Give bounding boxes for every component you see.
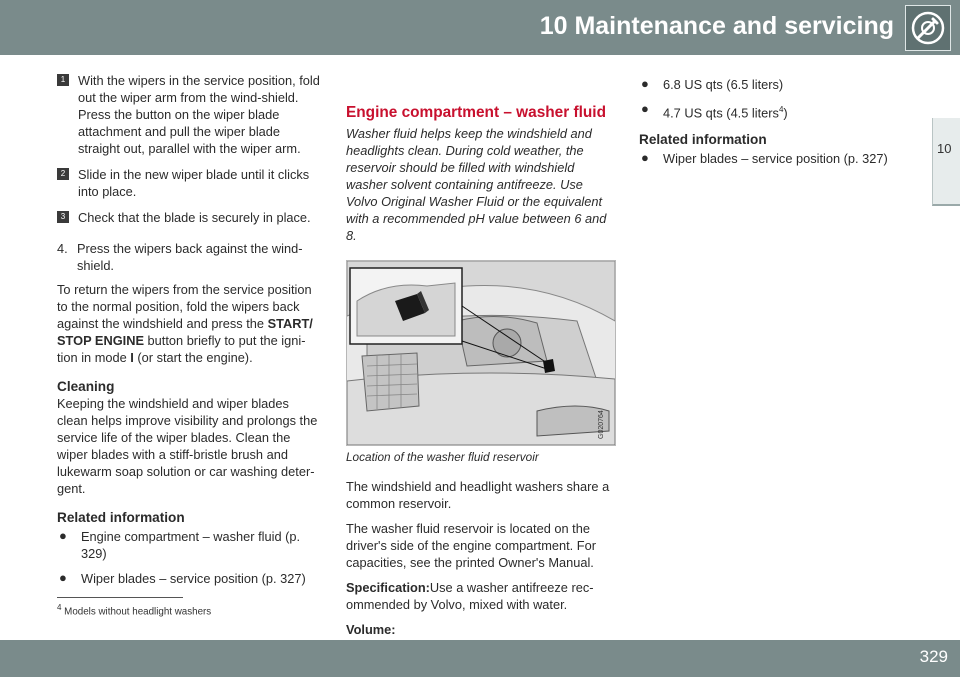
page-title: 10 Maintenance and servicing (539, 12, 894, 40)
bullet-icon: ● (641, 76, 649, 91)
step-text: Slide in the new wiper blade until it clicks into place. (78, 167, 310, 199)
column-right (639, 72, 899, 175)
page-number: 329 (919, 647, 948, 666)
related-link[interactable] (57, 528, 323, 562)
bullet-icon: ● (59, 528, 67, 543)
related-list (639, 150, 899, 167)
related-heading: Related information (57, 510, 185, 525)
related-list (57, 528, 323, 587)
footnote (57, 603, 211, 617)
specification-text: Use a washer antifreeze rec-ommended by Volvo, mixed with water. (346, 580, 594, 612)
step-2 (57, 166, 323, 200)
step-marker: 3 (57, 211, 69, 223)
footnote-divider (57, 597, 183, 598)
chapter-number: 10 (937, 141, 952, 156)
step-1 (57, 72, 323, 157)
step-text: With the wipers in the service position, fold out the wiper arm from the wind-shield. Press the button on the wiper blade attachment and pull the wiper blade straight out, parallel with the wiper arm. (78, 73, 320, 156)
cleaning-text: Keeping the windshield and wiper blades clean helps improve visibility and prolongs the service life of the wiper blades. Clean the wiper blades with a stiff-bristle brush and lukewarm soap solution or car washing deter-gent. (57, 396, 318, 496)
step-number: 4. (57, 241, 68, 256)
volume-text-close: ) (783, 105, 788, 121)
volume-label: Volume: (346, 622, 396, 637)
link-text: Engine compartment – washer fluid (p. 329) (81, 529, 301, 561)
header-bar (0, 0, 960, 55)
specification-label: Specification: (346, 580, 430, 595)
figure-caption: Location of the washer fluid reservoir (346, 450, 539, 464)
column-middle (346, 104, 616, 646)
related-link[interactable] (639, 150, 899, 167)
step-3 (57, 209, 323, 226)
link-text: Wiper blades – service position (p. 327) (663, 151, 888, 167)
section-title: Engine compartment – washer fluid (346, 104, 606, 121)
footnote-ref[interactable]: 4 (778, 105, 784, 114)
step-marker: 1 (57, 74, 69, 86)
engine-compartment-illustration (346, 260, 616, 446)
paragraph-text: (or start the engine). (133, 350, 253, 365)
start-stop-engine-label: START/ STOP ENGINE (57, 316, 313, 348)
paragraph-text: To return the wipers from the service position to the normal position, fold the wipers back against the windshield and press the (57, 282, 312, 331)
cleaning-heading: Cleaning (57, 379, 115, 394)
step-marker: 2 (57, 168, 69, 180)
step-text: Check that the blade is securely in place. (78, 210, 311, 225)
volume-item (639, 101, 899, 121)
link-text: Wiper blades – service position (p. 327) (81, 571, 306, 586)
paragraph-text: The washer fluid reservoir is located on the driver's side of the engine compartment. For capacities, see the printed Owner's Manual. (346, 521, 596, 570)
ignition-mode-label: I (130, 350, 134, 365)
bullet-icon: ● (641, 101, 649, 116)
step-text: Press the wipers back against the wind-shield. (77, 241, 303, 273)
return-paragraph (57, 281, 323, 366)
volume-text: 6.8 US qts (6.5 liters) (663, 77, 784, 92)
volume (346, 621, 616, 638)
related-link[interactable] (57, 570, 323, 587)
volume-text: 4.7 US qts (4.5 liters (663, 105, 779, 121)
paragraph-text: The windshield and headlight washers share a common reservoir. (346, 479, 610, 511)
wrench-gear-icon (905, 5, 951, 51)
footer-bar (0, 640, 960, 677)
volume-list (639, 76, 899, 121)
bullet-icon: ● (641, 150, 649, 166)
specification (346, 579, 616, 613)
volume-item (639, 76, 899, 93)
step-4 (57, 240, 323, 274)
paragraph-text: button briefly to put the igni-tion in mode (57, 333, 306, 365)
bullet-icon: ● (59, 570, 67, 585)
section-intro: Washer fluid helps keep the windshield and headlights clean. During cold weather, the reservoir should be filled with windshield washer solvent containing antifreeze. Use Volvo Original Washer Fluid or the equivalent with a recommended pH value between 6 and 8. (346, 126, 607, 243)
chapter-tab[interactable] (932, 118, 960, 206)
footnote-mark: 4 (57, 603, 62, 612)
related-heading: Related information (639, 132, 767, 148)
footnote-text: Models without headlight washers (61, 606, 212, 618)
figure-code: G020764 (598, 410, 605, 439)
column-left (57, 72, 323, 595)
